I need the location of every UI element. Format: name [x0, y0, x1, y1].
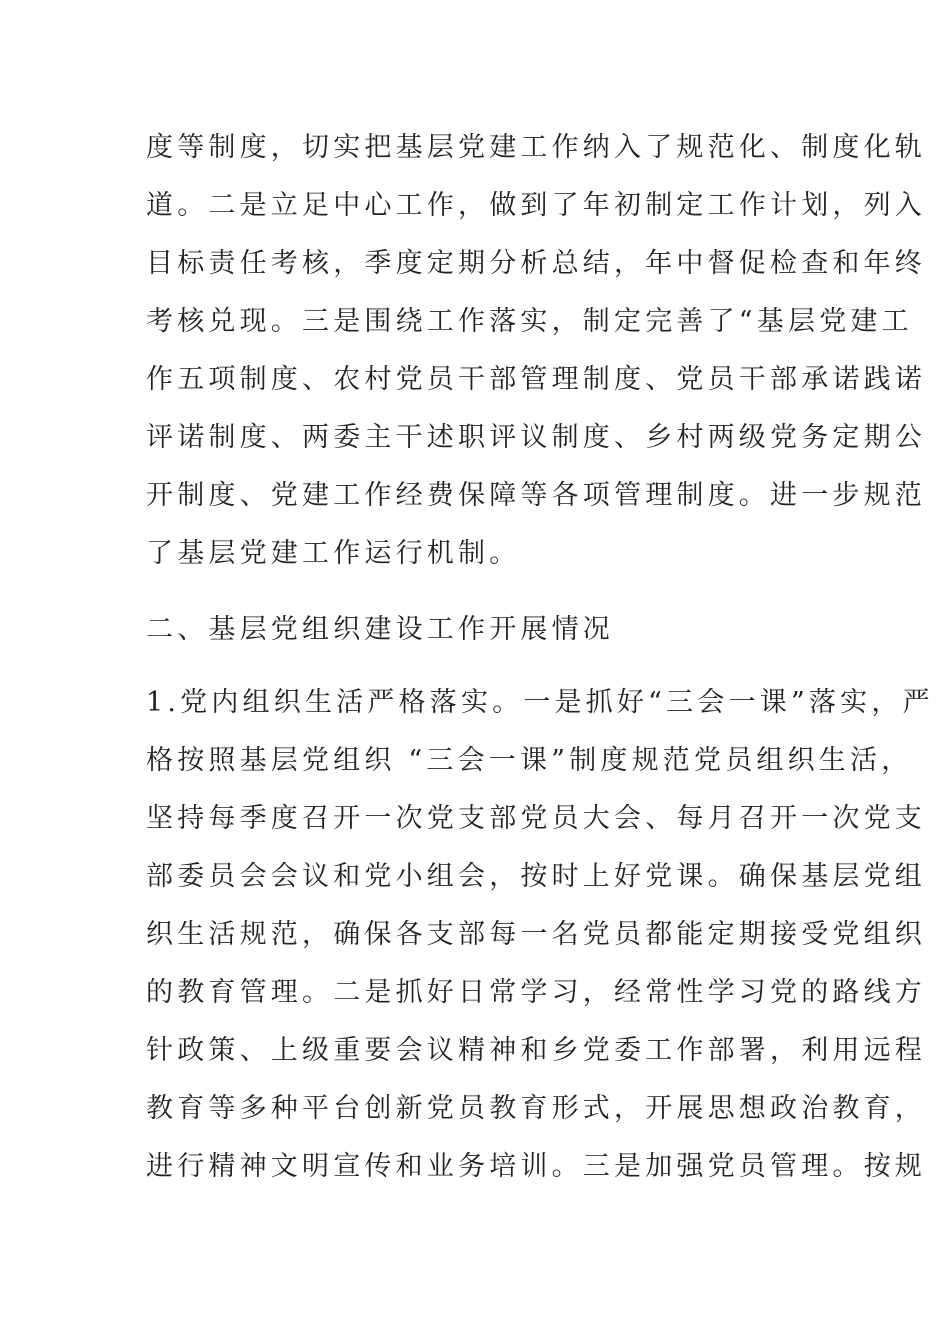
text-line: 考核兑现。三是围绕工作落实，制定完善了“基层党建工: [146, 306, 913, 337]
text-line: 作五项制度、农村党员干部管理制度、党员干部承诺践诺: [146, 364, 926, 395]
text-line: 坚持每季度召开一次党支部党员大会、每月召开一次党支: [146, 803, 926, 834]
text-line: 道。二是立足中心工作，做到了年初制定工作计划，列入: [146, 190, 926, 221]
text-line: 教育等多种平台创新党员教育形式，开展思想政治教育，: [146, 1093, 926, 1124]
section-heading: 二、基层党组织建设工作开展情况: [146, 614, 614, 645]
text-line: 织生活规范，确保各支部每一名党员都能定期接受党组织: [146, 919, 926, 950]
text-line: 的教育管理。二是抓好日常学习，经常性学习党的路线方: [146, 977, 926, 1008]
text-line: 进行精神文明宣传和业务培训。三是加强党员管理。按规: [146, 1151, 926, 1182]
text-line: 了基层党建工作运行机制。: [146, 538, 521, 569]
text-line: 部委员会会议和党小组会，按时上好党课。确保基层党组: [146, 861, 926, 892]
text-line: 开制度、党建工作经费保障等各项管理制度。进一步规范: [146, 480, 926, 511]
text-line: 目标责任考核，季度定期分析总结，年中督促检查和年终: [146, 248, 926, 279]
text-line: 格按照基层党组织 “三会一课”制度规范党员组织生活，: [146, 745, 913, 776]
text-line: 针政策、上级重要会议精神和乡党委工作部署，利用远程: [146, 1035, 926, 1066]
text-line: 评诺制度、两委主干述职评议制度、乡村两级党务定期公: [146, 422, 926, 453]
text-line: 度等制度，切实把基层党建工作纳入了规范化、制度化轨: [146, 132, 926, 163]
text-line: 1.党内组织生活严格落实。一是抓好“三会一课”落实，严: [146, 687, 934, 718]
